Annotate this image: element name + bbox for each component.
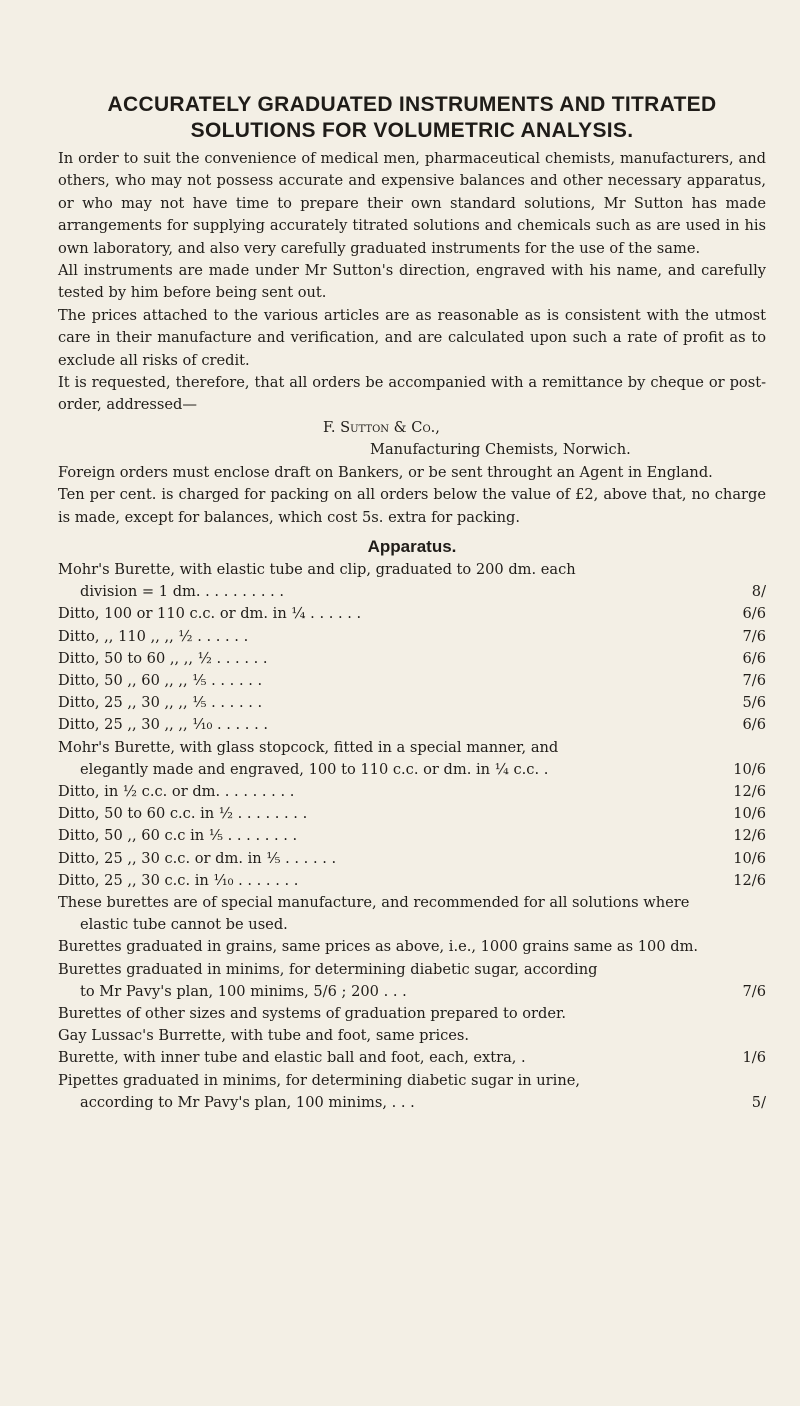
item-text: Ditto, 25 ,, 30 c.c. or dm. in ⅕ . . . . . . bbox=[58, 849, 337, 867]
title-line-2: SOLUTIONS FOR VOLUMETRIC ANALYSIS. bbox=[190, 119, 634, 142]
intro-paragraph-2: All instruments are made under Mr Sutton's direction, engraved with his name, and carefully tested by him before being sent out. bbox=[58, 262, 766, 302]
item-text: Ditto, 25 ,, 30 ,, ,, ⅕ . . . . . . bbox=[58, 694, 263, 712]
mohr-burette-stopcock-line2: elegantly made and engraved, 100 to 110 c.c. or dm. in ¼ c.c. . bbox=[80, 760, 549, 778]
note-grains: Burettes graduated in grains, same prices as above, i.e., 1000 grains same as 100 dm. bbox=[58, 938, 699, 956]
price-row bbox=[58, 648, 766, 670]
item-price: 12/6 bbox=[733, 782, 766, 800]
item-price: 6/6 bbox=[742, 649, 766, 667]
item-price: 7/6 bbox=[742, 627, 766, 645]
note-gay-lussac: Gay Lussac's Burrette, with tube and foot, same prices. bbox=[58, 1027, 470, 1045]
mohr-burette-stopcock-row bbox=[58, 759, 766, 781]
intro-paragraph-6: Ten per cent. is charged for packing on all orders below the value of £2, above that, no charge is made, except for balances, which cost 5s. extra for packing. bbox=[58, 486, 766, 526]
item-price: 6/6 bbox=[742, 716, 766, 734]
title-line-1: ACCURATELY GRADUATED INSTRUMENTS AND TITRATED bbox=[107, 93, 717, 116]
mohr-burette-elastic-price: 8/ bbox=[751, 583, 766, 601]
mohr-burette-elastic-line2: division = 1 dm. . . . . . . . . . bbox=[80, 583, 285, 601]
price-row bbox=[58, 692, 766, 714]
price-row bbox=[58, 781, 766, 803]
item-price: 5/6 bbox=[742, 694, 766, 712]
address-firm: F. Sutton & Co., bbox=[323, 418, 440, 436]
item-price: 10/6 bbox=[733, 805, 766, 823]
intro-paragraph-1: In order to suit the convenience of medical men, pharmaceutical chemists, manufacturers, and others, who may not possess accurate and expensive balances and other necessary apparatus, or who may not have time to prepare their own standard solutions, Mr Sutton has made arrangements for supplying accurately titrated solutions and chemicals such as are used in his own laboratory, and also very carefully graduated instruments for the use of the same. bbox=[58, 150, 766, 257]
item-text: Ditto, 25 ,, 30 c.c. in ⅒ . . . . . . . bbox=[58, 871, 299, 889]
minims-burette-row bbox=[58, 981, 766, 1003]
pipettes-line1: Pipettes graduated in minims, for determining diabetic sugar in urine, bbox=[58, 1071, 580, 1089]
item-text: Ditto, in ½ c.c. or dm. . . . . . . . . bbox=[58, 782, 295, 800]
note-other-sizes: Burettes of other sizes and systems of graduation prepared to order. bbox=[58, 1004, 567, 1022]
item-price: 12/6 bbox=[733, 871, 766, 889]
mohr-burette-elastic-row bbox=[58, 581, 766, 603]
item-text: Ditto, 25 ,, 30 ,, ,, ⅒ . . . . . . bbox=[58, 716, 268, 734]
title bbox=[58, 92, 766, 144]
pipettes-line2: according to Mr Pavy's plan, 100 minims, . . . bbox=[80, 1093, 415, 1111]
inner-tube-row bbox=[58, 1047, 766, 1069]
intro-section bbox=[58, 148, 766, 529]
pipettes-row bbox=[58, 1092, 766, 1114]
item-text: Ditto, 100 or 110 c.c. or dm. in ¼ . . . . . . bbox=[58, 605, 362, 623]
item-price: 7/6 bbox=[742, 671, 766, 689]
intro-paragraph-4: It is requested, therefore, that all orders be accompanied with a remittance by cheque or post-order, addressed— bbox=[58, 374, 766, 414]
minims-burette-line2: to Mr Pavy's plan, 100 minims, 5/6 ; 200 . . . bbox=[80, 982, 407, 1000]
document-body bbox=[58, 92, 766, 1114]
price-row bbox=[58, 626, 766, 648]
item-text: Ditto, 50 ,, 60 c.c in ⅕ . . . . . . . . bbox=[58, 827, 298, 845]
mohr-burette-stopcock-line1: Mohr's Burette, with glass stopcock, fitted in a special manner, and bbox=[58, 738, 559, 756]
price-row bbox=[58, 670, 766, 692]
price-row bbox=[58, 848, 766, 870]
pipettes-price: 5/ bbox=[751, 1093, 766, 1111]
address-location: Manufacturing Chemists, Norwich. bbox=[370, 441, 631, 459]
inner-tube-text: Burette, with inner tube and elastic ball and foot, each, extra, . bbox=[58, 1049, 526, 1067]
price-row bbox=[58, 803, 766, 825]
mohr-burette-stopcock-price: 10/6 bbox=[733, 760, 766, 778]
price-row bbox=[58, 870, 766, 892]
item-text: Ditto, ,, 110 ,, ,, ½ . . . . . . bbox=[58, 627, 249, 645]
item-text: Ditto, 50 to 60 c.c. in ½ . . . . . . . . bbox=[58, 805, 308, 823]
item-price: 12/6 bbox=[733, 827, 766, 845]
item-price: 10/6 bbox=[733, 849, 766, 867]
minims-burette-price: 7/6 bbox=[742, 982, 766, 1000]
address-block bbox=[58, 417, 766, 462]
intro-paragraph-3: The prices attached to the various articles are as reasonable as is consistent with the utmost care in their manufacture and verification, and are calculated upon such a rate of profit as to exclude all risks of credit. bbox=[58, 306, 766, 369]
apparatus-heading: Apparatus. bbox=[367, 536, 457, 556]
price-list bbox=[58, 559, 766, 1114]
inner-tube-price: 1/6 bbox=[742, 1049, 766, 1067]
minims-burette-line1: Burettes graduated in minims, for determining diabetic sugar, according bbox=[58, 960, 598, 978]
price-row bbox=[58, 603, 766, 625]
note-special-manufacture: These burettes are of special manufacture, and recommended for all solutions where elastic tube cannot be used. bbox=[58, 893, 690, 934]
mohr-burette-elastic-line1: Mohr's Burette, with elastic tube and clip, graduated to 200 dm. each bbox=[58, 560, 576, 578]
price-row bbox=[58, 825, 766, 847]
item-text: Ditto, 50 ,, 60 ,, ,, ⅕ . . . . . . bbox=[58, 671, 263, 689]
intro-paragraph-5: Foreign orders must enclose draft on Bankers, or be sent throught an Agent in England. bbox=[58, 463, 713, 481]
item-text: Ditto, 50 to 60 ,, ,, ½ . . . . . . bbox=[58, 649, 268, 667]
item-price: 6/6 bbox=[742, 605, 766, 623]
price-row bbox=[58, 714, 766, 736]
